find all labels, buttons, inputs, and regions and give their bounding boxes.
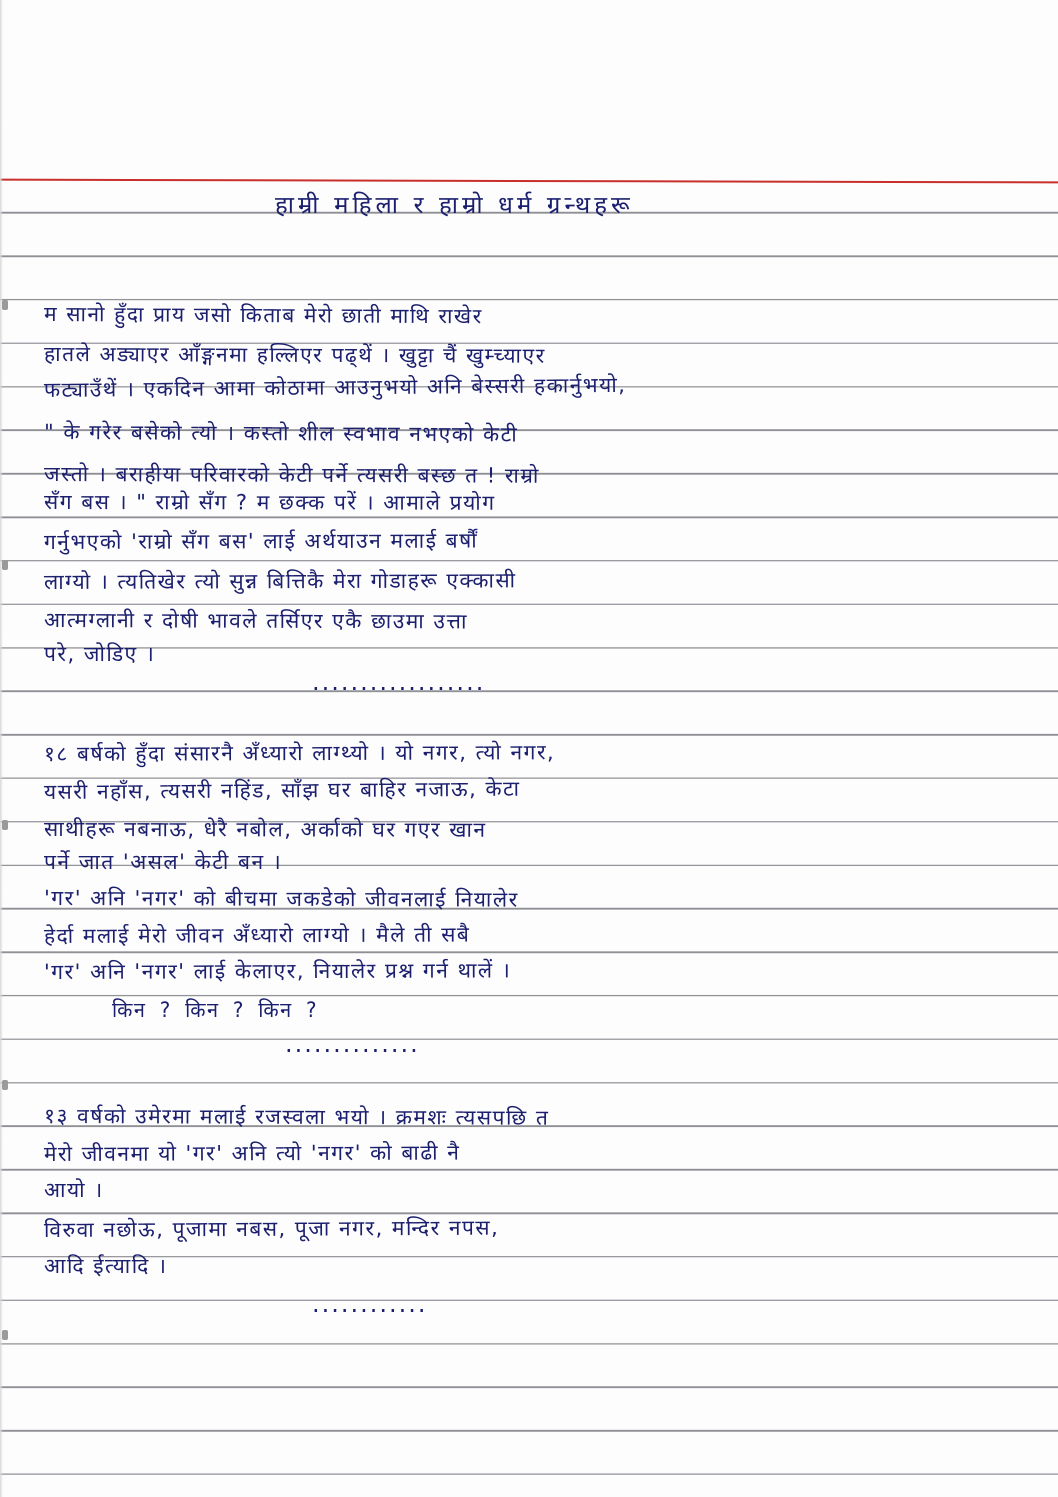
separator-dots: .................. (312, 668, 486, 696)
page-top-margin (0, 0, 1058, 170)
binding-mark (2, 300, 8, 310)
paragraph-2-line: 'गर' अनि 'नगर' लाई केलाएर, नियालेर प्रश्न गर्न थालें । (43, 958, 512, 984)
paragraph-2-line: यसरी नहाँस, त्यसरी नहिंड, साँझ घर बाहिर नजाऊ, केटा (43, 776, 521, 805)
separator-dots: .............. (285, 1030, 420, 1058)
paragraph-1-line: फट्याउँथें । एकदिन आमा कोठामा आउनुभयो अनि बेस्सरी हकार्नुभयो, (43, 372, 627, 403)
paragraph-1-line: सँग बस । " राम्रो सँग ? म छक्क परें । आमाले प्रयोग (44, 490, 496, 515)
binding-mark (2, 1080, 8, 1090)
paragraph-1-line: परे, जोडिए । (44, 642, 156, 666)
paragraph-1-line: हातले अड्याएर आँङ्गनमा हल्लिएर पढ्थें । खुट्टा चैं खुम्च्याएर (44, 342, 546, 368)
paragraph-3-line: आदि ईत्यादि । (44, 1254, 168, 1278)
separator-dots: ............ (312, 1290, 428, 1318)
paragraph-1-line: लाग्यो । त्यतिखेर त्यो सुन्न बित्तिकै मेरा गोडाहरू एक्कासी (43, 568, 517, 594)
paragraph-3-line: विरुवा नछोऊ, पूजामा नबस, पूजा नगर, मन्दिर नपस, (43, 1215, 500, 1242)
paragraph-1-line: आत्मग्लानी र दोषी भावले तर्सिएर एकै छाउमा उत्ता (44, 608, 468, 634)
paragraph-2-line: 'गर' अनि 'नगर' को बीचमा जकडेको जीवनलाई नियालेर (44, 886, 519, 912)
paragraph-3-line: आयो । (44, 1178, 104, 1202)
paragraph-1-line: गर्नुभएको 'राम्रो सँग बस' लाई अर्थयाउन मलाई बर्षौं (43, 528, 479, 554)
paragraph-2-line: पर्ने जात 'असल' केटी बन । (44, 850, 283, 874)
binding-mark (2, 820, 8, 830)
binding-mark (2, 560, 8, 570)
paragraph-1-line: जस्तो । बराहीया परिवारको केटी पर्ने त्यसरी बस्छ त ! राम्रो (44, 462, 540, 488)
page-left-edge (0, 0, 3, 1497)
paragraph-1-line: म सानो हुँदा प्राय जसो किताब मेरो छाती माथि राखेर (44, 302, 483, 329)
red-margin-line (0, 179, 1058, 184)
page-title: हाम्री महिला र हाम्रो धर्म ग्रन्थहरू (275, 191, 634, 219)
paragraph-1-line: " के गरेर बसेको त्यो । कस्तो शील स्वभाव नभएको केटी (44, 420, 519, 447)
paragraph-2-line: साथीहरू नबनाऊ, धेरै नबोल, अर्काको घर गएर खान (44, 817, 487, 842)
paragraph-2-line: किन ? किन ? किन ? (112, 998, 318, 1022)
paragraph-2-line: १८ बर्षको हुँदा संसारनै अँध्यारो लाग्थ्यो । यो नगर, त्यो नगर, (43, 740, 556, 766)
paragraph-2-line: हेर्दा मलाई मेरो जीवन अँध्यारो लाग्यो । मैले ती सबै (43, 922, 471, 948)
paragraph-3-line: मेरो जीवनमा यो 'गर' अनि त्यो 'नगर' को बाढी नै (43, 1140, 461, 1166)
binding-mark (2, 1330, 8, 1340)
paragraph-3-line: १३ वर्षको उमेरमा मलाई रजस्वला भयो । क्रमशः त्यसपछि त (44, 1104, 550, 1130)
